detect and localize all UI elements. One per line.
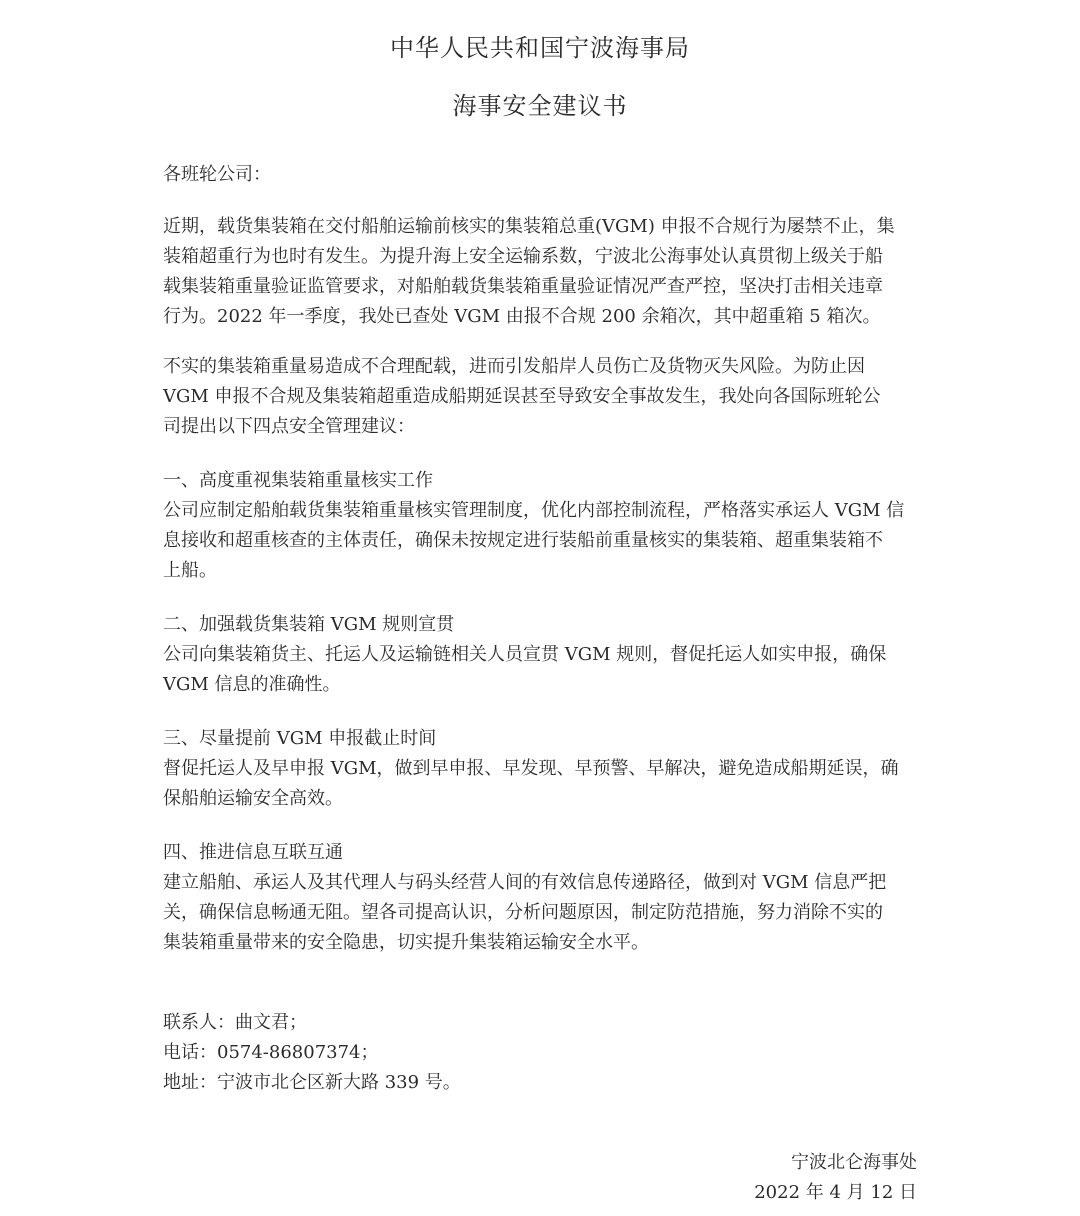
salutation: 各班轮公司： [163, 160, 271, 186]
text-line: 司提出以下四点安全管理建议： [163, 412, 919, 442]
text-line: 关，确保信息畅通无阻。望各司提高认识，分析问题原因，制定防范措施，努力消除不实的 [163, 898, 919, 928]
text-line: 近期，载货集装箱在交付船舶运输前核实的集装箱总重(VGM) 申报不合规行为屡禁不止，集 [163, 212, 919, 242]
organization-title: 中华人民共和国宁波海事局 [0, 28, 1080, 63]
contact-block [163, 1008, 461, 1098]
text-line: VGM 申报不合规及集装箱超重造成船期延误甚至导致安全事故发生，我处向各国际班轮公 [163, 382, 919, 412]
document-title: 海事安全建议书 [0, 86, 1080, 121]
suggestion-3 [163, 724, 919, 814]
text-line: 公司向集装箱货主、托运人及运输链相关人员宣贯 VGM 规则，督促托运人如实申报，确保 [163, 640, 919, 670]
text-line: 保船舶运输安全高效。 [163, 784, 919, 814]
contact-person: 联系人：曲文君； [163, 1008, 461, 1038]
suggestion-4 [163, 838, 919, 958]
text-line: 上船。 [163, 556, 919, 586]
text-line: VGM 信息的准确性。 [163, 670, 919, 700]
text-line: 装箱超重行为也时有发生。为提升海上安全运输系数，宁波北公海事处认真贯彻上级关于船 [163, 242, 919, 272]
text-line: 集装箱重量带来的安全隐患，切实提升集装箱运输安全水平。 [163, 928, 919, 958]
issue-date: 2022 年 4 月 12 日 [754, 1178, 917, 1208]
suggestion-2 [163, 610, 919, 700]
suggestion-heading: 一、高度重视集装箱重量核实工作 [163, 466, 919, 496]
intro-paragraph-2 [163, 352, 919, 442]
issuer-name: 宁波北仑海事处 [754, 1148, 917, 1178]
suggestion-heading: 三、尽量提前 VGM 申报截止时间 [163, 724, 919, 754]
text-line: 公司应制定船舶载货集装箱重量核实管理制度，优化内部控制流程，严格落实承运人 VGM 信 [163, 496, 919, 526]
text-line: 建立船舶、承运人及其代理人与码头经营人间的有效信息传递路径，做到对 VGM 信息严把 [163, 868, 919, 898]
intro-paragraph-1 [163, 212, 919, 332]
signature-block [754, 1148, 917, 1208]
text-line: 督促托运人及早申报 VGM，做到早申报、早发现、早预警、早解决，避免造成船期延误，确 [163, 754, 919, 784]
text-line: 不实的集装箱重量易造成不合理配载，进而引发船岸人员伤亡及货物灭失风险。为防止因 [163, 352, 919, 382]
suggestion-heading: 二、加强载货集装箱 VGM 规则宣贯 [163, 610, 919, 640]
contact-address: 地址：宁波市北仑区新大路 339 号。 [163, 1068, 461, 1098]
text-line: 载集装箱重量验证监管要求，对船舶载货集装箱重量验证情况严查严控，坚决打击相关违章 [163, 272, 919, 302]
contact-phone: 电话：0574-86807374； [163, 1038, 461, 1068]
suggestion-heading: 四、推进信息互联互通 [163, 838, 919, 868]
suggestion-1 [163, 466, 919, 586]
text-line: 行为。2022 年一季度，我处已查处 VGM 由报不合规 200 余箱次，其中超重箱 5 箱次。 [163, 302, 919, 332]
text-line: 息接收和超重核查的主体责任，确保未按规定进行装船前重量核实的集装箱、超重集装箱不 [163, 526, 919, 556]
